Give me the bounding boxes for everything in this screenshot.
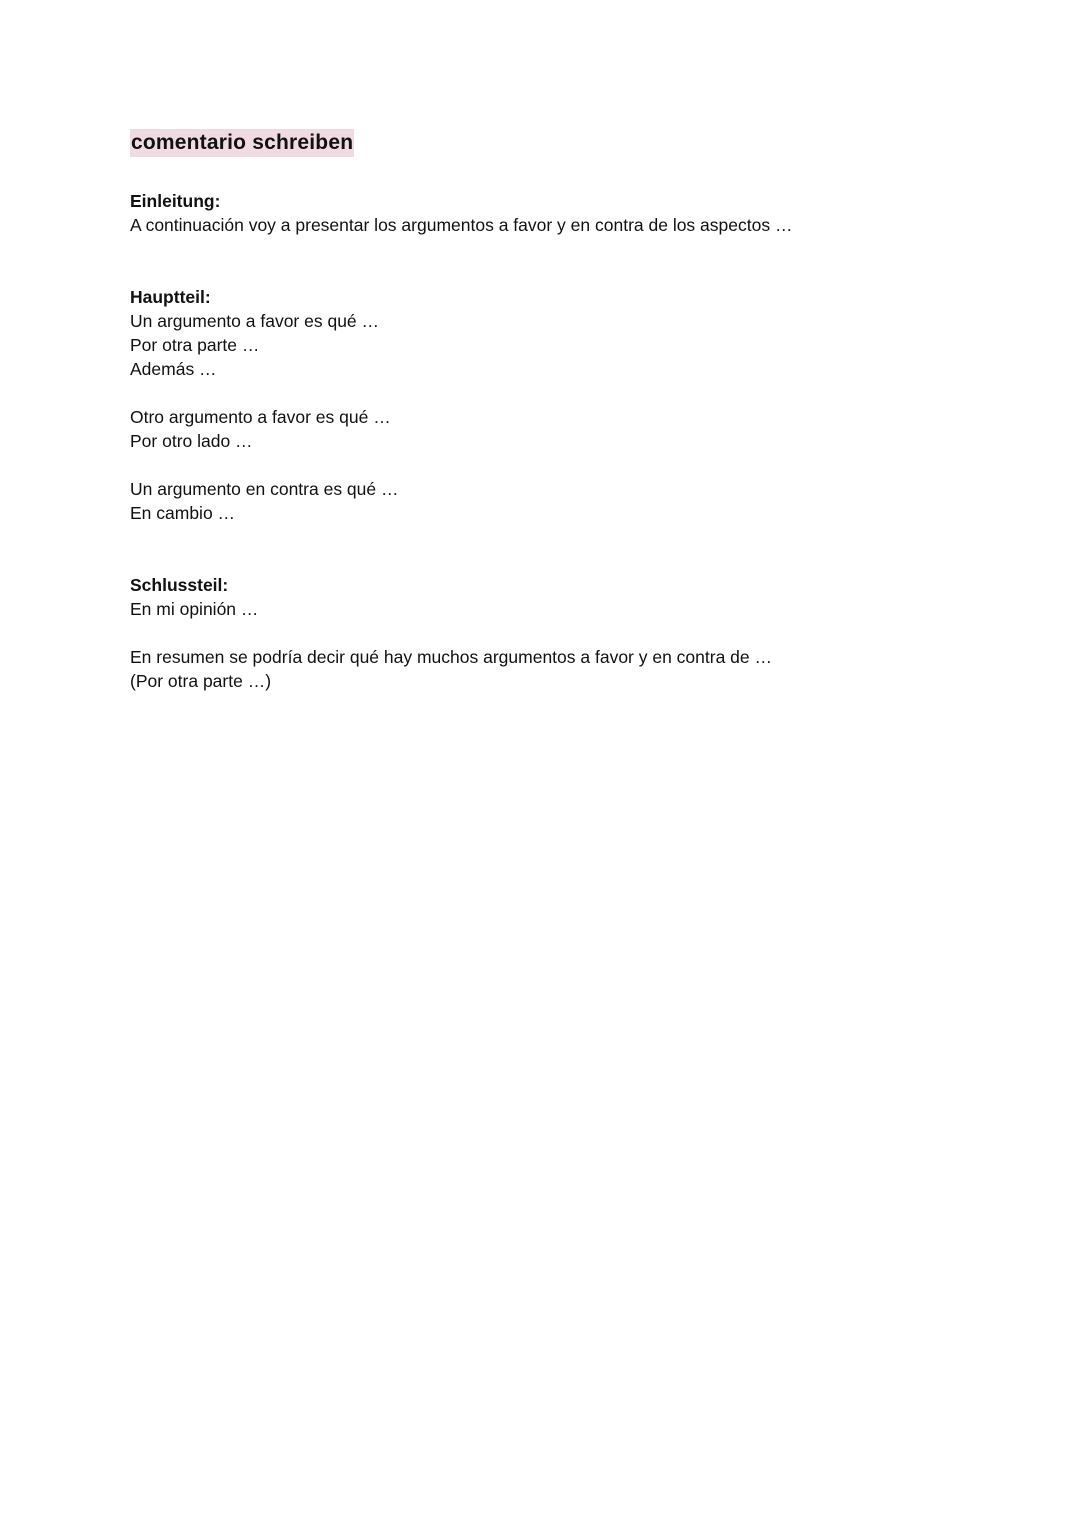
- text-line: En cambio …: [130, 503, 236, 523]
- section-heading-einleitung: Einleitung:: [130, 191, 221, 211]
- section-einleitung: [130, 189, 950, 237]
- text-line: En resumen se podría decir qué hay muchos argumentos a favor y en contra de …: [130, 647, 773, 667]
- document-title: comentario schreiben: [130, 129, 354, 157]
- section-heading-schlussteil: Schlussteil:: [130, 575, 229, 595]
- text-line: A continuación voy a presentar los argumentos a favor y en contra de los aspectos …: [130, 215, 793, 235]
- text-line: En mi opinión …: [130, 599, 259, 619]
- text-line: Además …: [130, 359, 217, 379]
- text-line: Un argumento a favor es qué …: [130, 311, 380, 331]
- text-line: Un argumento en contra es qué …: [130, 479, 399, 499]
- text-line: (Por otra parte …): [130, 671, 272, 691]
- text-line: Otro argumento a favor es qué …: [130, 407, 391, 427]
- section-hauptteil: [130, 285, 950, 525]
- text-line: Por otra parte …: [130, 335, 260, 355]
- section-heading-hauptteil: Hauptteil:: [130, 287, 211, 307]
- document-content: [130, 129, 950, 693]
- section-schlussteil: [130, 573, 950, 693]
- text-line: Por otro lado …: [130, 431, 253, 451]
